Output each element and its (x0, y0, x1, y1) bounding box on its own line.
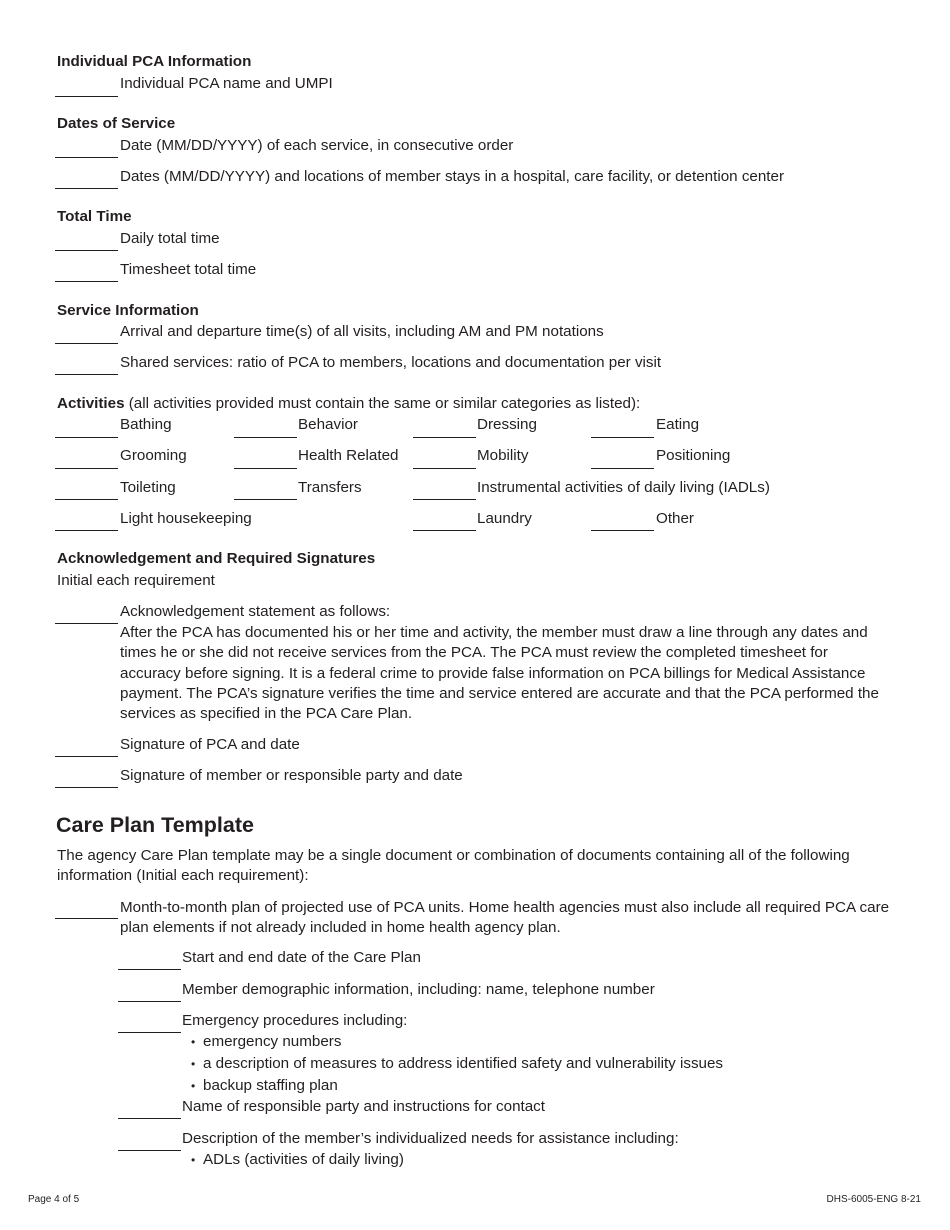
initial-blank[interactable] (118, 1118, 181, 1119)
initial-blank[interactable] (55, 468, 118, 469)
bullet-text: backup staffing plan (203, 1077, 338, 1094)
care-plan-main-item: Month-to-month plan of projected use of PCA units. Home health agencies must also include all required PCA care plan elements if not already included in home health agency plan. (120, 899, 890, 937)
initial-blank[interactable] (55, 787, 118, 788)
page-number: Page 4 of 5 (28, 1194, 80, 1205)
requirement-text: Date (MM/DD/YYYY) of each service, in consecutive order (120, 137, 514, 154)
bullet-text: a description of measures to address identified safety and vulnerability issues (203, 1055, 724, 1072)
initial-blank[interactable] (118, 969, 181, 970)
activity-label: Positioning (656, 447, 731, 464)
activity-label: Bathing (120, 416, 172, 433)
initial-blank[interactable] (118, 1032, 181, 1033)
bullet-item (191, 1151, 404, 1168)
section-heading-activities (57, 395, 640, 412)
activities-heading-label: Activities (57, 395, 125, 412)
activity-label: Toileting (120, 479, 176, 496)
bullet-item (191, 1077, 338, 1094)
bullet-dot-icon: • (191, 1057, 196, 1071)
initial-blank[interactable] (234, 499, 297, 500)
initial-blank[interactable] (118, 1150, 181, 1151)
activity-label: Light housekeeping (120, 510, 252, 527)
section-heading-acknowledgement: Acknowledgement and Required Signatures (57, 550, 376, 567)
activity-label: Behavior (298, 416, 358, 433)
initial-blank[interactable] (591, 437, 654, 438)
initial-blank[interactable] (591, 530, 654, 531)
requirement-text: Dates (MM/DD/YYYY) and locations of member stays in a hospital, care facility, or detention center (120, 168, 785, 185)
requirement-text: Signature of member or responsible party and date (120, 767, 463, 784)
bullet-dot-icon: • (191, 1153, 196, 1167)
care-plan-sub-item: Description of the member’s individualized needs for assistance including: (182, 1130, 679, 1147)
activity-label: Mobility (477, 447, 529, 464)
initial-instruction: Initial each requirement (57, 572, 215, 589)
requirement-text: Individual PCA name and UMPI (120, 75, 333, 92)
initial-blank[interactable] (55, 343, 118, 344)
care-plan-sub-item: Name of responsible party and instructions for contact (182, 1098, 545, 1115)
acknowledgement-label: Acknowledgement statement as follows: (120, 603, 391, 620)
care-plan-sub-item: Emergency procedures including: (182, 1012, 408, 1029)
section-heading-pca-info: Individual PCA Information (57, 53, 252, 70)
initial-blank[interactable] (55, 250, 118, 251)
bullet-text: emergency numbers (203, 1033, 342, 1050)
requirement-text: Daily total time (120, 230, 220, 247)
initial-blank[interactable] (55, 188, 118, 189)
initial-blank[interactable] (234, 468, 297, 469)
activity-label: Eating (656, 416, 700, 433)
care-plan-sub-item: Member demographic information, including: name, telephone number (182, 981, 655, 998)
initial-blank[interactable] (55, 374, 118, 375)
activity-label: Health Related (298, 447, 399, 464)
initial-blank[interactable] (55, 530, 118, 531)
acknowledgement-statement: After the PCA has documented his or her time and activity, the member must draw a line through any dates and times he or she did not receive services from the PCA. The PCA must review the completed timesheet for accuracy before signing. It is a federal crime to provide false information on PCA billings for Medical Assistance payment. The PCA’s signature verifies the time and service entered are accurate and that the PCA performed the services as specified in the PCA Care Plan. (120, 624, 879, 723)
activity-label: Other (656, 510, 694, 527)
care-plan-intro: The agency Care Plan template may be a single document or combination of documents containing all of the following information (Initial each requirement): (57, 847, 850, 885)
initial-blank[interactable] (413, 437, 476, 438)
initial-blank[interactable] (55, 157, 118, 158)
requirement-text: Arrival and departure time(s) of all visits, including AM and PM notations (120, 323, 604, 340)
initial-blank[interactable] (55, 281, 118, 282)
form-id: DHS-6005-ENG 8-21 (826, 1194, 921, 1205)
initial-blank[interactable] (118, 1001, 181, 1002)
initial-blank[interactable] (591, 468, 654, 469)
initial-blank[interactable] (234, 437, 297, 438)
section-heading-service-info: Service Information (57, 302, 199, 319)
activity-label: Grooming (120, 447, 187, 464)
initial-blank[interactable] (55, 918, 118, 919)
activity-label: Instrumental activities of daily living (IADLs) (477, 479, 770, 496)
care-plan-sub-item: Start and end date of the Care Plan (182, 949, 421, 966)
bullet-dot-icon: • (191, 1079, 196, 1093)
bullet-item (191, 1055, 723, 1072)
initial-blank[interactable] (55, 756, 118, 757)
activity-label: Laundry (477, 510, 532, 527)
initial-blank[interactable] (55, 499, 118, 500)
initial-blank[interactable] (413, 468, 476, 469)
initial-blank[interactable] (55, 437, 118, 438)
section-heading-total-time: Total Time (57, 208, 132, 225)
activity-label: Dressing (477, 416, 537, 433)
requirement-text: Timesheet total time (120, 261, 257, 278)
initial-blank[interactable] (413, 499, 476, 500)
initial-blank[interactable] (413, 530, 476, 531)
section-heading-dates: Dates of Service (57, 115, 176, 132)
initial-blank[interactable] (55, 96, 118, 97)
bullet-text: ADLs (activities of daily living) (203, 1151, 404, 1168)
activity-label: Transfers (298, 479, 362, 496)
care-plan-title: Care Plan Template (56, 813, 254, 837)
activities-heading-note: (all activities provided must contain the same or similar categories as listed): (124, 395, 641, 412)
initial-blank[interactable] (55, 623, 118, 624)
bullet-item (191, 1033, 341, 1050)
requirement-text: Signature of PCA and date (120, 736, 300, 753)
requirement-text: Shared services: ratio of PCA to members, locations and documentation per visit (120, 354, 662, 371)
bullet-dot-icon: • (191, 1035, 196, 1049)
